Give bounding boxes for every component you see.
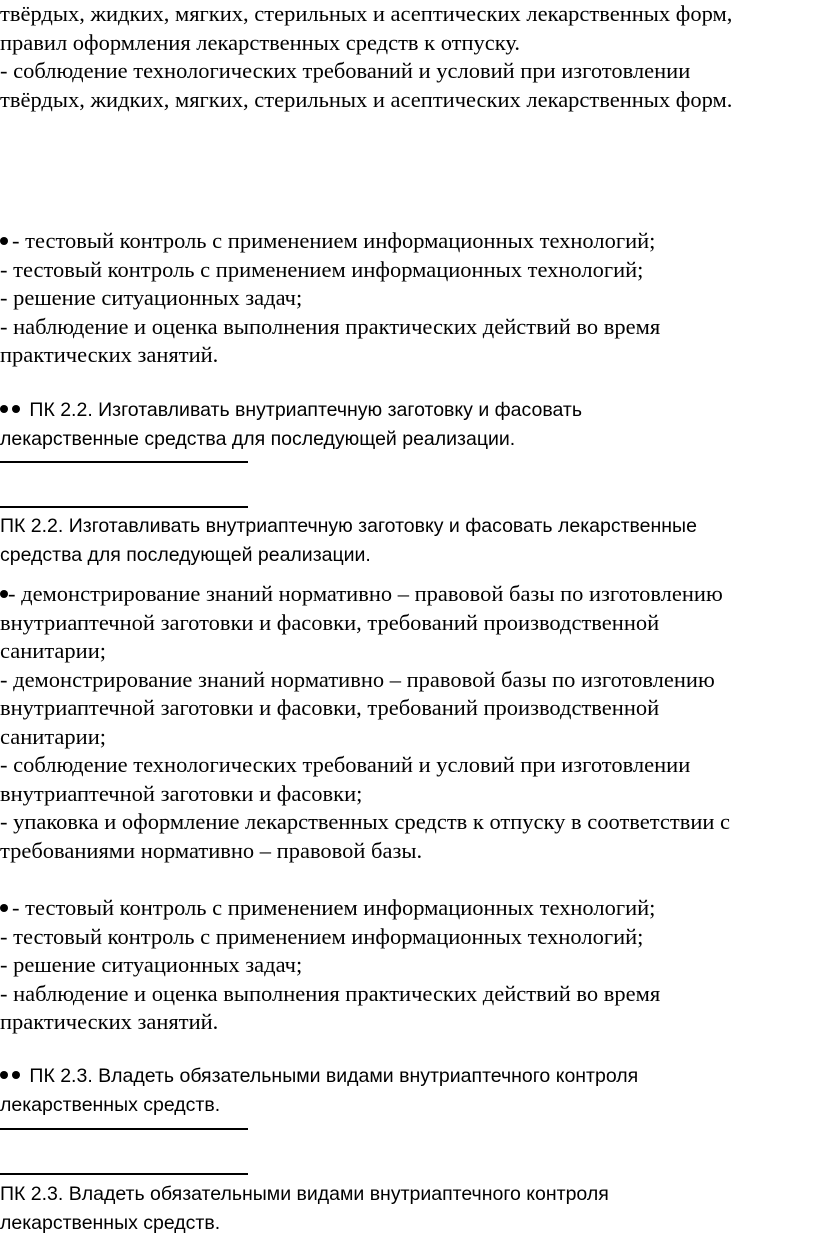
list-item: - наблюдение и оценка выполнения практических действий во время — [0, 313, 661, 339]
list-item: практических занятий. — [0, 342, 219, 367]
heading-text: ПК 2.2. Изготавливать внутриаптечную заготовку и фасовать — [29, 399, 582, 421]
text-line: средства для последующей реализации. — [0, 543, 371, 566]
list-item — [0, 580, 812, 609]
list-item: - тестовый контроль с применением информационных технологий; — [0, 923, 644, 949]
bullet-icon — [0, 237, 8, 245]
text-line: твёрдых, жидких, мягких, стерильных и асептических лекарственных форм, — [0, 1, 733, 26]
separator-line — [0, 461, 248, 463]
bullet-icon — [12, 405, 20, 413]
evaluation-methods-list — [0, 894, 812, 1037]
list-item: - решение ситуационных задач; — [0, 285, 303, 310]
text-line: - соблюдение технологических требований и условий при изготовлении — [0, 58, 691, 83]
list-item: - наблюдение и оценка выполнения практических действий во время — [0, 980, 661, 1006]
list-item-text: - тестовый контроль с применением информационных технологий; — [12, 895, 656, 920]
heading-text: ПК 2.3. Владеть обязательными видами внутриаптечного контроля — [29, 1065, 639, 1087]
heading-line — [0, 396, 812, 425]
list-item: - демонстрирование знаний нормативно – правовой базы по изготовлению — [0, 666, 715, 692]
list-item: внутриаптечной заготовки и фасовки, требований производственной — [0, 695, 660, 720]
heading-line: лекарственных средств. — [0, 1093, 221, 1116]
text-line: твёрдых, жидких, мягких, стерильных и асептических лекарственных форм. — [0, 86, 733, 112]
separator-line — [0, 1173, 248, 1175]
list-item: - упаковка и оформление лекарственных средств к отпуску в соответствии с — [0, 809, 731, 834]
list-item: внутриаптечной заготовки и фасовки, требований производственной — [0, 609, 660, 635]
bullet-icon — [12, 1071, 20, 1079]
pk22-results-list — [0, 580, 812, 865]
list-item: - тестовый контроль с применением информационных технологий; — [0, 256, 644, 282]
list-item-text: - тестовый контроль с применением информационных технологий; — [12, 228, 656, 253]
pk23-competence-text — [0, 1180, 812, 1237]
separator-line — [0, 506, 248, 508]
bullet-icon — [0, 1071, 8, 1079]
evaluation-methods-list — [0, 227, 812, 370]
list-item — [0, 894, 812, 923]
separator-line — [0, 1128, 248, 1130]
top-paragraph — [0, 0, 812, 114]
list-item: санитарии; — [0, 638, 107, 663]
text-line: ПК 2.3. Владеть обязательными видами внутриаптечного контроля — [0, 1183, 609, 1205]
bullet-icon — [0, 590, 8, 598]
list-item: требованиями нормативно – правовой базы. — [0, 837, 423, 863]
pk22-heading — [0, 396, 812, 453]
list-item: санитарии; — [0, 723, 107, 749]
bullet-icon — [0, 405, 8, 413]
pk22-competence-text — [0, 512, 812, 569]
list-item: - решение ситуационных задач; — [0, 952, 303, 977]
list-item: внутриаптечной заготовки и фасовки; — [0, 780, 363, 806]
text-line: правил оформления лекарственных средств к отпуску. — [0, 29, 521, 55]
list-item — [0, 227, 812, 256]
heading-line: лекарственные средства для последующей реализации. — [0, 427, 516, 450]
list-item-text: - демонстрирование знаний нормативно – правовой базы по изготовлению — [8, 581, 723, 606]
text-line: лекарственных средств. — [0, 1211, 221, 1234]
text-line: ПК 2.2. Изготавливать внутриаптечную заготовку и фасовать лекарственные — [0, 515, 697, 537]
list-item: - соблюдение технологических требований и условий при изготовлении — [0, 752, 691, 777]
pk23-heading — [0, 1062, 812, 1119]
list-item: практических занятий. — [0, 1009, 219, 1034]
bullet-icon — [0, 904, 8, 912]
heading-line — [0, 1062, 812, 1091]
